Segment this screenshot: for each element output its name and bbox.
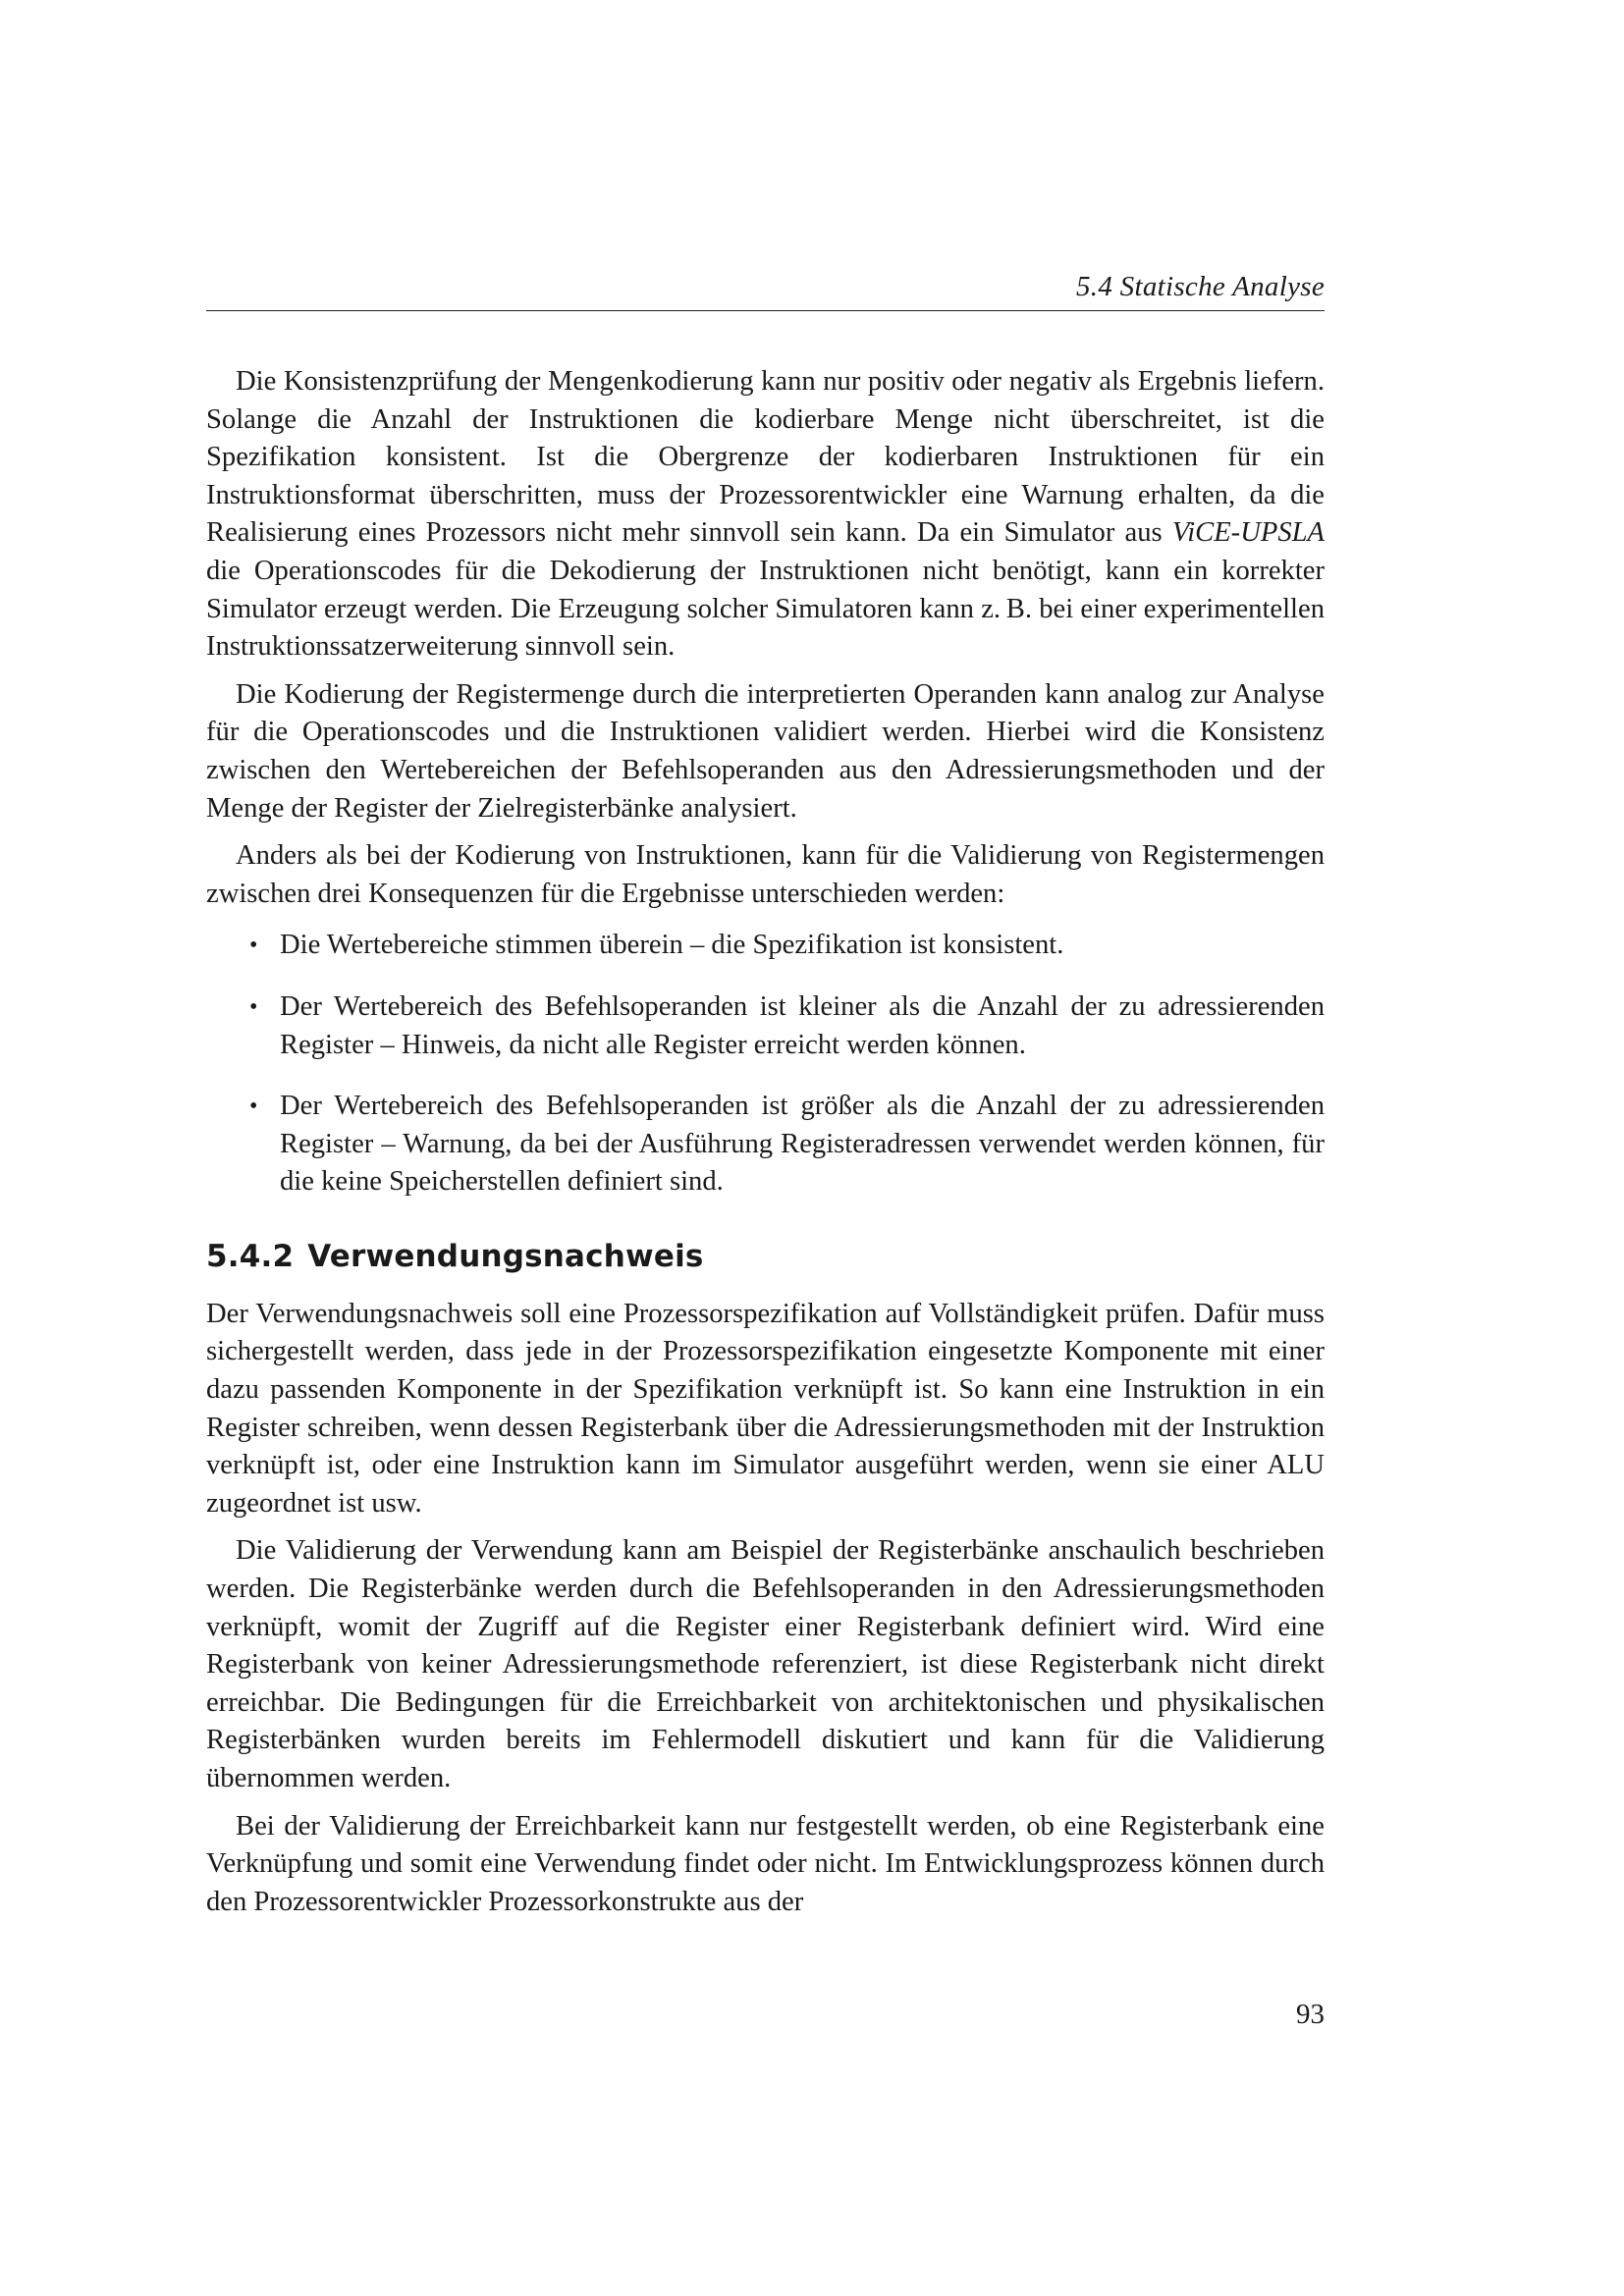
bullet-icon: • [249,993,258,1020]
bullet-icon: • [249,1094,258,1120]
section-title: Verwendungsnachweis [307,1238,704,1274]
paragraph-4: Der Verwendungsnachweis soll eine Prozessorspezifikation auf Vollständigkeit prüfen. Dafür muss sichergestellt werden, dass jede in der Prozessorspezifikation eingesetzte Komponente mit einer dazu passenden Komponente in der Spezifikation verknüpft ist. So kann eine Instruktion in ein Register schreiben, wenn dessen Registerbank über die Adressierungsmethoden mit der Instruktion verknüpft ist, oder eine Instruktion kann im Simulator ausgeführt werden, wenn sie einer ALU zugeordnet ist usw. [206,1298,1325,1519]
paragraph-2: Die Kodierung der Registermenge durch die interpretierten Operanden kann analog zur Analyse für die Operationscodes und die Instruktionen validiert werden. Hierbei wird die Konsistenz zwischen den Wertebereichen der Befehlsoperanden aus den Adressierungsmethoden und der Menge der Register der Zielregisterbänke analysiert. [206,678,1325,824]
list-item [249,1088,1325,1201]
paragraph-3: Anders als bei der Kodierung von Instruktionen, kann für die Validierung von Registermengen zwischen drei Konsequenzen für die Ergebnisse unterschieden werden: [206,840,1325,909]
section-number: 5.4.2 [206,1238,295,1274]
running-header: 5.4 Statische Analyse [1075,271,1325,302]
list-item-text: Der Wertebereich des Befehlsoperanden ist größer als die Anzahl der zu adressierenden Register – Warnung, da bei der Ausführung Registeradressen verwendet werden können, für die keine Speicherstellen definiert sind. [280,1091,1325,1198]
software-name: ViCE-UPSLA [1171,517,1325,549]
paragraph-1 [206,363,1325,667]
consequence-list [206,927,1325,1201]
list-item-text: Die Wertebereiche stimmen überein – die Spezifikation ist konsistent. [280,930,1064,961]
header-rule [206,310,1325,311]
paragraph-1-part-a: Die Konsistenzprüfung der Mengenkodierung kann nur positiv oder negativ als Ergebnis liefern. Solange die Anzahl der Instruktionen die kodierbare Menge nicht überschreitet, ist die Spezifikation konsistent. Ist die Obergrenze der kodierbaren Instruktionen für ein Instruktionsformat überschritten, muss der Prozessorentwickler eine Warnung erhalten, da die Realisierung eines Prozessors nicht mehr sinnvoll sein kann. Da ein Simulator aus [206,366,1325,549]
paragraph-5: Die Validierung der Verwendung kann am Beispiel der Registerbänke anschaulich beschrieben werden. Die Registerbänke werden durch die Befehlsoperanden in den Adressierungsmethoden verknüpft, womit der Zugriff auf die Register einer Registerbank definiert wird. Wird eine Registerbank von keiner Adressierungsmethode referenziert, ist diese Registerbank nicht direkt erreichbar. Die Bedingungen für die Erreichbarkeit von architektonischen und physikalischen Registerbänken wurden bereits im Fehlermodell diskutiert und kann für die Validierung übernommen werden. [206,1535,1325,1793]
paragraph-1-part-c: die Operationscodes für die Dekodierung der Instruktionen nicht benötigt, kann ein korrekter Simulator erzeugt werden. Die Erzeugung solcher Simulatoren kann z. B. bei einer experimentellen Instruktionssatzerweiterung sinnvoll sein. [206,555,1325,663]
list-item [249,988,1325,1064]
section-heading [206,1237,1325,1276]
bullet-icon: • [249,933,258,959]
list-item-text: Der Wertebereich des Befehlsoperanden ist kleiner als die Anzahl der zu adressierenden Register – Hinweis, da nicht alle Register erreicht werden können. [280,990,1325,1060]
paragraph-6: Bei der Validierung der Erreichbarkeit kann nur festgestellt werden, ob eine Registerbank eine Verknüpfung und somit eine Verwendung findet oder nicht. Im Entwicklungsprozess können durch den Prozessorentwickler Prozessorkonstrukte aus der [206,1810,1325,1917]
page-number: 93 [1296,1999,1325,2030]
body-text [206,363,1325,1931]
list-item [249,927,1325,965]
